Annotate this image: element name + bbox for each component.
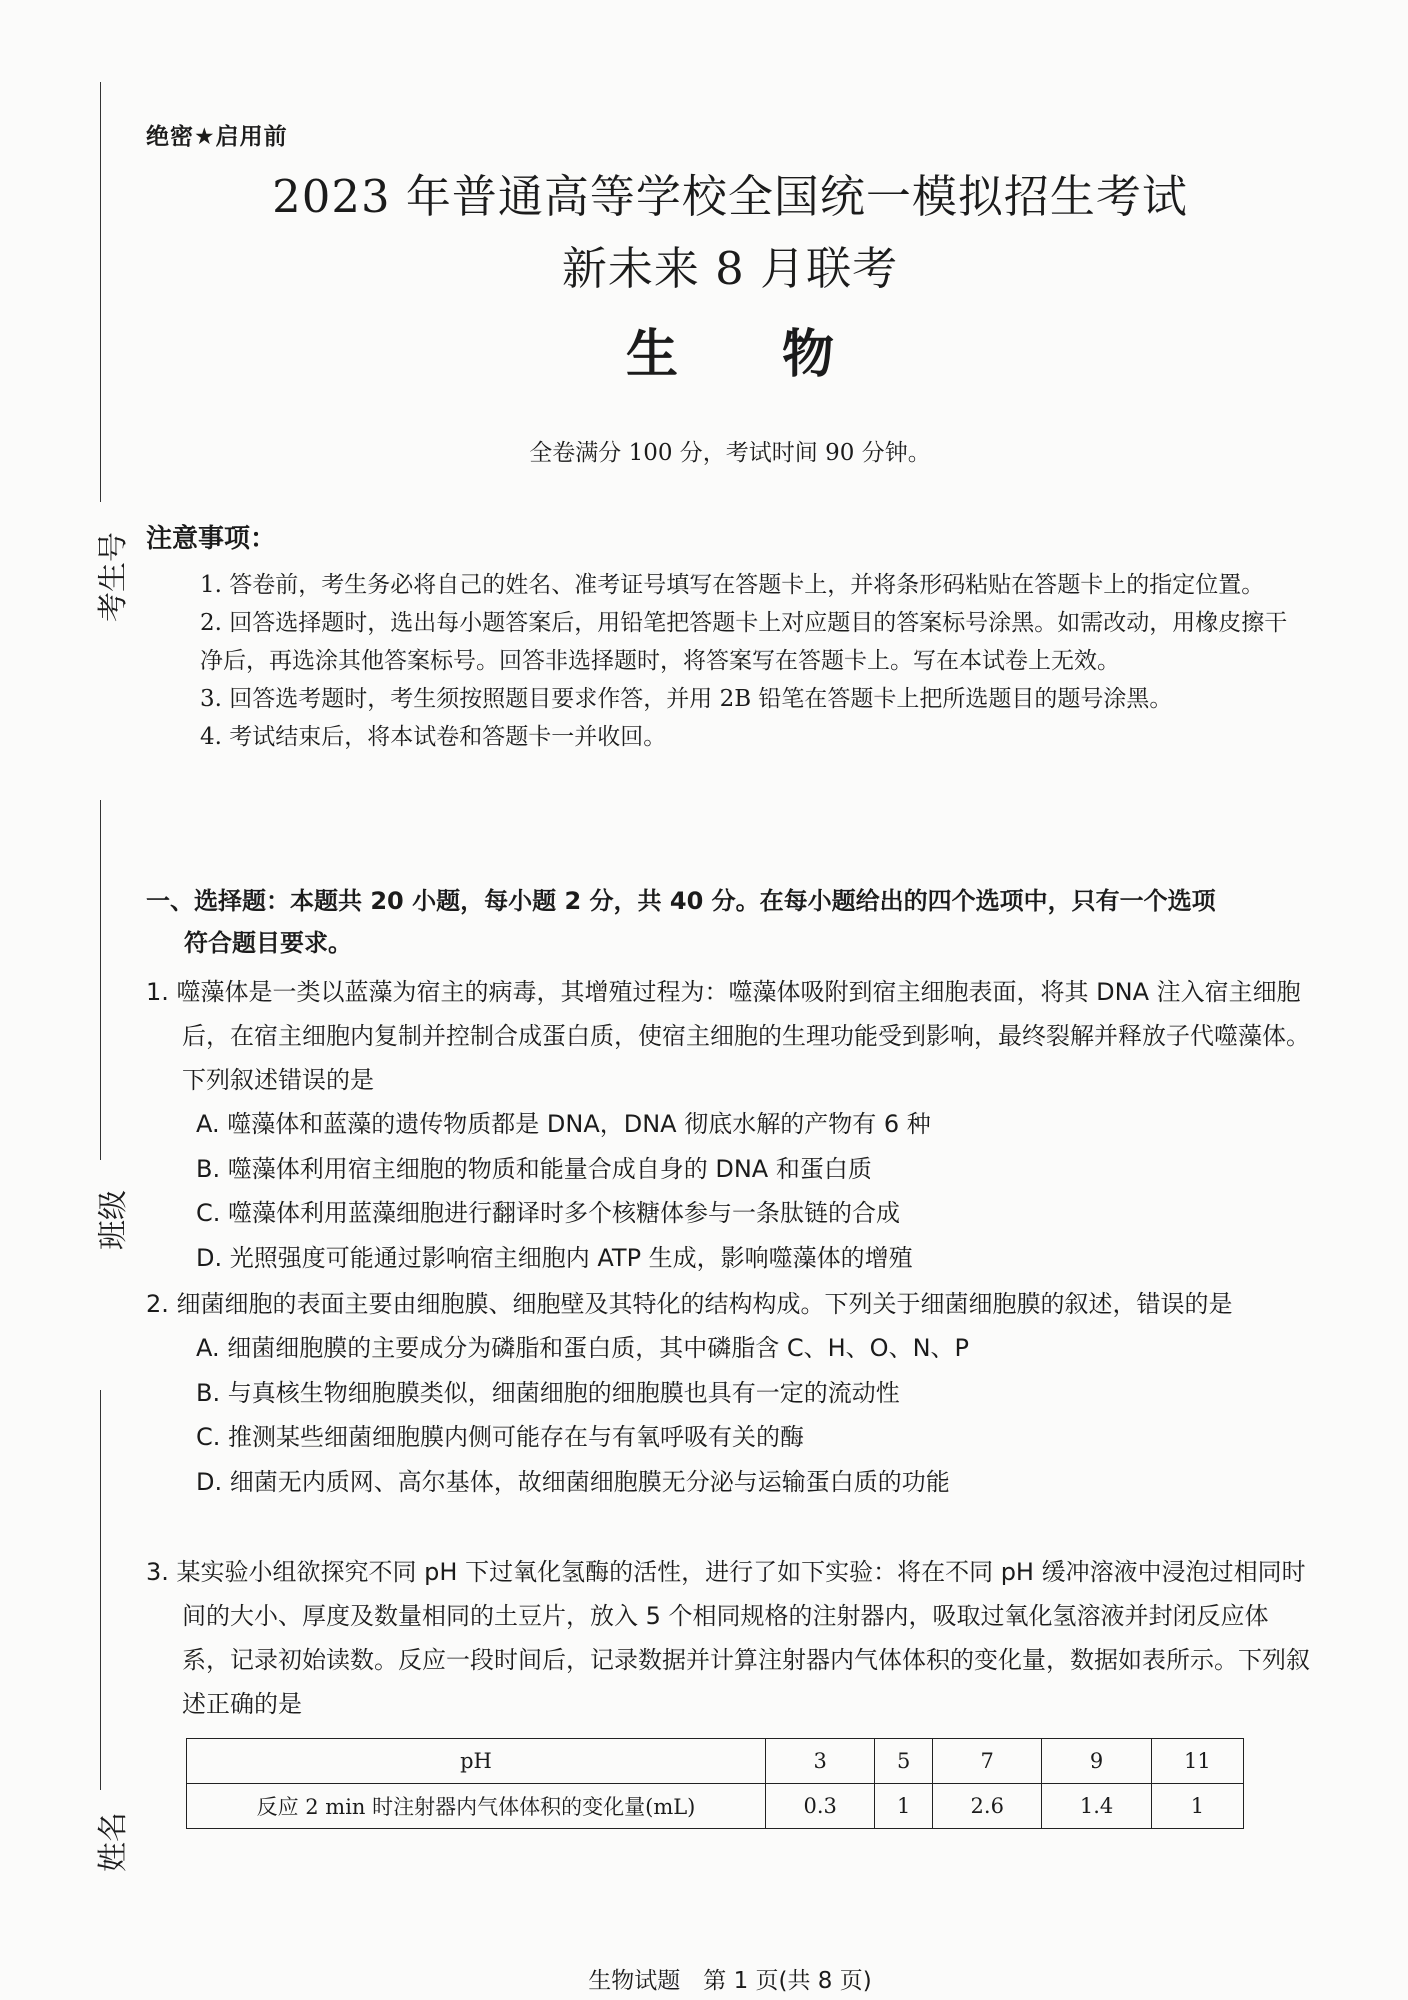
candidate-number-label: 考生号 (96, 532, 131, 622)
question-stem: 1. 噬藻体是一类以蓝藻为宿主的病毒，其增殖过程为：噬藻体吸附到宿主细胞表面，将其 DNA 注入宿主细胞后，在宿主细胞内复制并控制合成蛋白质，使宿主细胞的生理功能受到影响，最终裂解并释放子代噬藻体。下列叙述错误的是 (146, 978, 1310, 1094)
notice-list (200, 566, 1310, 756)
table-cell: 2.6 (933, 1784, 1042, 1829)
notice-item: 3. 回答选考题时，考生须按照题目要求作答，并用 2B 铅笔在答题卡上把所选题目的题号涂黑。 (200, 686, 1173, 712)
option-list (146, 1102, 1316, 1280)
question-3 (146, 1550, 1316, 1726)
notice-item: 2. 回答选择题时，选出每小题答案后，用铅笔把答题卡上对应题目的答案标号涂黑。如需改动，用橡皮擦干净后，再选涂其他答案标号。回答非选择题时，将答案写在答题卡上。写在本试卷上无效。 (200, 610, 1288, 674)
table-cell: 1 (875, 1784, 933, 1829)
table-row (187, 1739, 1244, 1784)
question-2 (146, 1282, 1316, 1504)
exam-subtitle: 新未来 8 月联考 (561, 242, 899, 295)
option-list (146, 1326, 1316, 1504)
table-cell: 5 (875, 1739, 933, 1784)
option-a: A. 细菌细胞膜的主要成分为磷脂和蛋白质，其中磷脂含 C、H、O、N、P (196, 1334, 970, 1362)
option-b: B. 噬藻体利用宿主细胞的物质和能量合成自身的 DNA 和蛋白质 (196, 1154, 872, 1183)
margin-line (100, 1390, 101, 1790)
option-d: D. 细菌无内质网、高尔基体，故细菌细胞膜无分泌与运输蛋白质的功能 (196, 1467, 950, 1496)
option-b: B. 与真核生物细胞膜类似，细菌细胞的细胞膜也具有一定的流动性 (196, 1378, 900, 1407)
option-c: C. 推测某些细菌细胞膜内侧可能存在与有氧呼吸有关的酶 (196, 1423, 805, 1451)
exam-title: 2023 年普通高等学校全国统一模拟招生考试 (272, 170, 1188, 223)
subject-title: 生 物 (625, 325, 834, 385)
page-footer: 生物试题 第 1 页(共 8 页) (588, 1968, 872, 1994)
notice-item: 1. 答卷前，考生务必将自己的姓名、准考证号填写在答题卡上，并将条形码粘贴在答题卡上的指定位置。 (200, 572, 1265, 598)
option-d: D. 光照强度可能通过影响宿主细胞内 ATP 生成，影响噬藻体的增殖 (196, 1243, 913, 1272)
notice-item: 4. 考试结束后，将本试卷和答题卡一并收回。 (200, 724, 667, 750)
confidential-mark: 绝密★启用前 (146, 124, 288, 150)
ph-data-table (186, 1738, 1244, 1829)
option-c: C. 噬藻体利用蓝藻细胞进行翻译时多个核糖体参与一条肽链的合成 (196, 1199, 901, 1227)
margin-line (100, 800, 101, 1160)
table-row (187, 1784, 1244, 1829)
table-cell: 9 (1042, 1739, 1151, 1784)
table-cell: 0.3 (766, 1784, 875, 1829)
table-cell: 1 (1151, 1784, 1243, 1829)
table-cell: 3 (766, 1739, 875, 1784)
binding-margin (0, 0, 140, 2000)
section-heading (146, 880, 1316, 964)
question-1 (146, 970, 1316, 1280)
section-heading-line1: 一、选择题：本题共 20 小题，每小题 2 分，共 40 分。在每小题给出的四个选项中，只有一个选项 (146, 887, 1216, 915)
section-heading-line2: 符合题目要求。 (184, 929, 352, 957)
table-cell: 11 (1151, 1739, 1243, 1784)
question-stem: 2. 细菌细胞的表面主要由细胞膜、细胞壁及其特化的结构构成。下列关于细菌细胞膜的叙述，错误的是 (146, 1290, 1233, 1318)
table-cell: 7 (933, 1739, 1042, 1784)
class-label: 班级 (96, 1190, 131, 1250)
name-label: 姓名 (96, 1812, 131, 1872)
table-cell: 1.4 (1042, 1784, 1151, 1829)
score-and-time: 全卷满分 100 分，考试时间 90 分钟。 (529, 440, 931, 466)
option-a: A. 噬藻体和蓝藻的遗传物质都是 DNA，DNA 彻底水解的产物有 6 种 (196, 1110, 931, 1138)
notice-heading: 注意事项： (146, 524, 277, 554)
question-stem: 3. 某实验小组欲探究不同 pH 下过氧化氢酶的活性，进行了如下实验：将在不同 pH 缓冲溶液中浸泡过相同时间的大小、厚度及数量相同的土豆片，放入 5 个相同规格的注射器内，吸取过氧化氢溶液并封闭反应体系，记录初始读数。反应一段时间后，记录数据并计算注射器内气体体积的变化量，数据如表所示。下列叙述正确的是 (146, 1558, 1310, 1718)
margin-line (100, 82, 101, 502)
table-header-cell: pH (187, 1739, 766, 1784)
table-header-cell: 反应 2 min 时注射器内气体体积的变化量(mL) (187, 1784, 766, 1829)
